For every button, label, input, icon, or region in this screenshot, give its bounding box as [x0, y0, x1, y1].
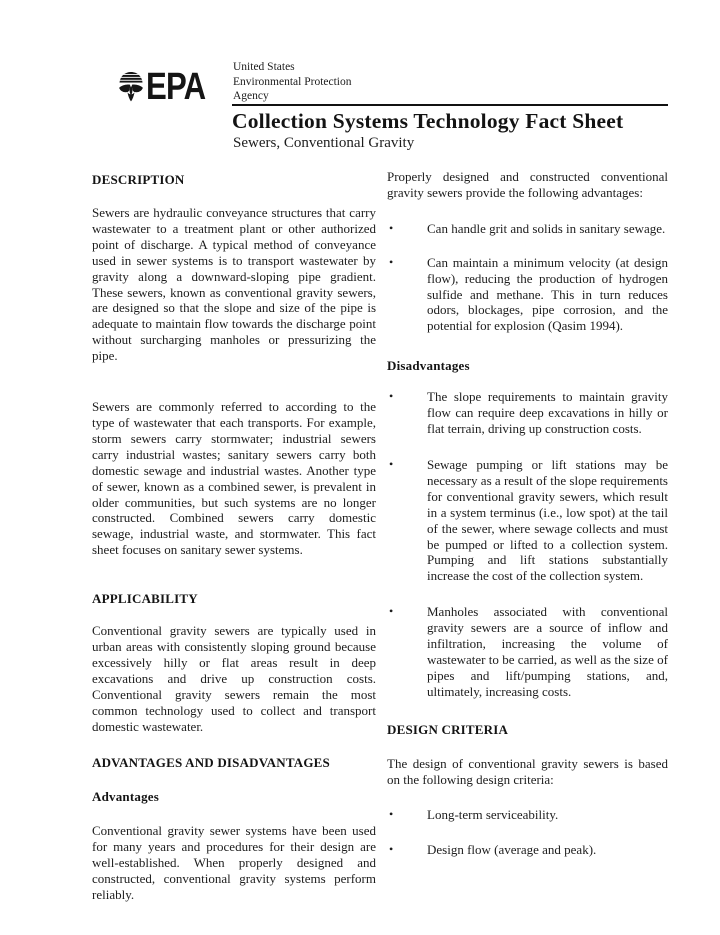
- bullet-text: Sewage pumping or lift stations may be necessary as a result of the slope requirements for conventional gravity sewers, which result in a system terminus (i.e., low spot) at the tail of the sewer, where sewage collects and must be pumped or lifted to a collection system. Pumping and lift stations substantially increase the cost of the collection system.: [427, 456, 668, 584]
- bullet-icon: •: [389, 254, 394, 269]
- page-subtitle: Sewers, Conventional Gravity: [233, 135, 415, 151]
- right-column: [387, 165, 668, 858]
- agency-line-3: Agency: [233, 90, 269, 102]
- section-heading-description: DESCRIPTION: [92, 172, 185, 187]
- bullet-icon: •: [389, 220, 394, 235]
- epa-logo: [118, 66, 218, 108]
- bullet-item-advantage-2: [387, 255, 668, 335]
- paragraph-description-2: Sewers are commonly referred to according to the type of wastewater that each transports. For example, storm sewers carry stormwater; industrial sewers carry industrial wastes; sanitary sewers carry both domestic sewage and industrial wastes. Another type of sewer, known as a combined sewer, is prevalent in older communities, but such systems are no longer constructed. Combined sewers carry domestic sewage, industrial waste, and stormwater. This fact sheet focuses on sanitary sewer systems.: [92, 399, 376, 558]
- bullet-item-design-2: [387, 842, 668, 858]
- paragraph-advantages: Conventional gravity sewer systems have been used for many years and procedures for their design are well-established. When properly designed and constructed, conventional gravity systems perform reliably.: [92, 823, 376, 903]
- bullet-text: Design flow (average and peak).: [427, 842, 597, 858]
- bullet-icon: •: [389, 456, 394, 471]
- epa-wordmark: EPA: [146, 66, 206, 108]
- section-heading-design-criteria: DESIGN CRITERIA: [387, 721, 509, 737]
- bullet-text: The slope requirements to maintain gravity flow can require deep excavations in hilly or flat terrain, driving up construction costs.: [427, 389, 668, 437]
- section-heading-applicability: APPLICABILITY: [92, 591, 198, 607]
- paragraph-description-1: Sewers are hydraulic conveyance structures that carry wastewater to a treatment plant or other authorized point of discharge. A typical method of conveyance used in sewer systems is to transport wastewater by gravity along a downward-sloping pipe gradient. These sewers, known as conventional gravity sewers, are designed so that the slope and size of the pipe is adequate to maintain flow towards the discharge point without surcharging manholes or pressurizing the pipe.: [92, 205, 376, 364]
- paragraph-applicability: Conventional gravity sewers are typically used in urban areas with consistently sloping ground because excessively hilly or flat areas result in deep excavations and drive up construction costs. Conventional gravity sewers remain the most common technology used to collect and transport domestic wastewater.: [92, 623, 376, 734]
- subheading-advantages: Advantages: [92, 789, 160, 805]
- bullet-text: Can handle grit and solids in sanitary sewage.: [427, 220, 666, 236]
- header-rule: [232, 104, 668, 106]
- bullet-icon: •: [389, 842, 394, 857]
- section-heading-advantages-disadvantages: ADVANTAGES AND DISADVANTAGES: [92, 755, 330, 771]
- bullet-icon: •: [389, 807, 394, 822]
- bullet-item-disadvantage-2: [387, 457, 668, 584]
- bullet-icon: •: [389, 389, 394, 404]
- subheading-disadvantages: Disadvantages: [387, 358, 470, 374]
- agency-line-2: Environmental Protection: [233, 75, 352, 88]
- left-column: [92, 165, 376, 903]
- bullet-item-design-1: [387, 807, 668, 823]
- page-title: Collection Systems Technology Fact Sheet: [232, 109, 624, 133]
- epa-flower-icon: [118, 72, 144, 103]
- paragraph-design-intro: The design of conventional gravity sewers is based on the following design criteria:: [387, 755, 668, 787]
- bullet-item-disadvantage-3: [387, 604, 668, 699]
- agency-line-1: United States: [233, 61, 295, 73]
- bullet-item-advantage-1: [387, 221, 668, 237]
- bullet-icon: •: [389, 604, 394, 619]
- bullet-item-disadvantage-1: [387, 389, 668, 437]
- paragraph-advantages-intro: Properly designed and constructed conventional gravity sewers provide the following advantages:: [387, 169, 668, 200]
- bullet-text: Manholes associated with conventional gravity sewers are a source of inflow and infiltration, increasing the volume of wastewater to be carried, as well as the size of pipes and lift/pumping stations, and, ultimately, increasing costs.: [427, 604, 668, 699]
- bullet-text: Can maintain a minimum velocity (at design flow), reducing the production of hydrogen sulfide and methane. This in turn reduces odors, blockages, pipe corrosion, and the potential for explosion (Qasim 1994).: [427, 254, 668, 334]
- bullet-text: Long-term serviceability.: [427, 807, 559, 823]
- agency-name: [233, 60, 352, 104]
